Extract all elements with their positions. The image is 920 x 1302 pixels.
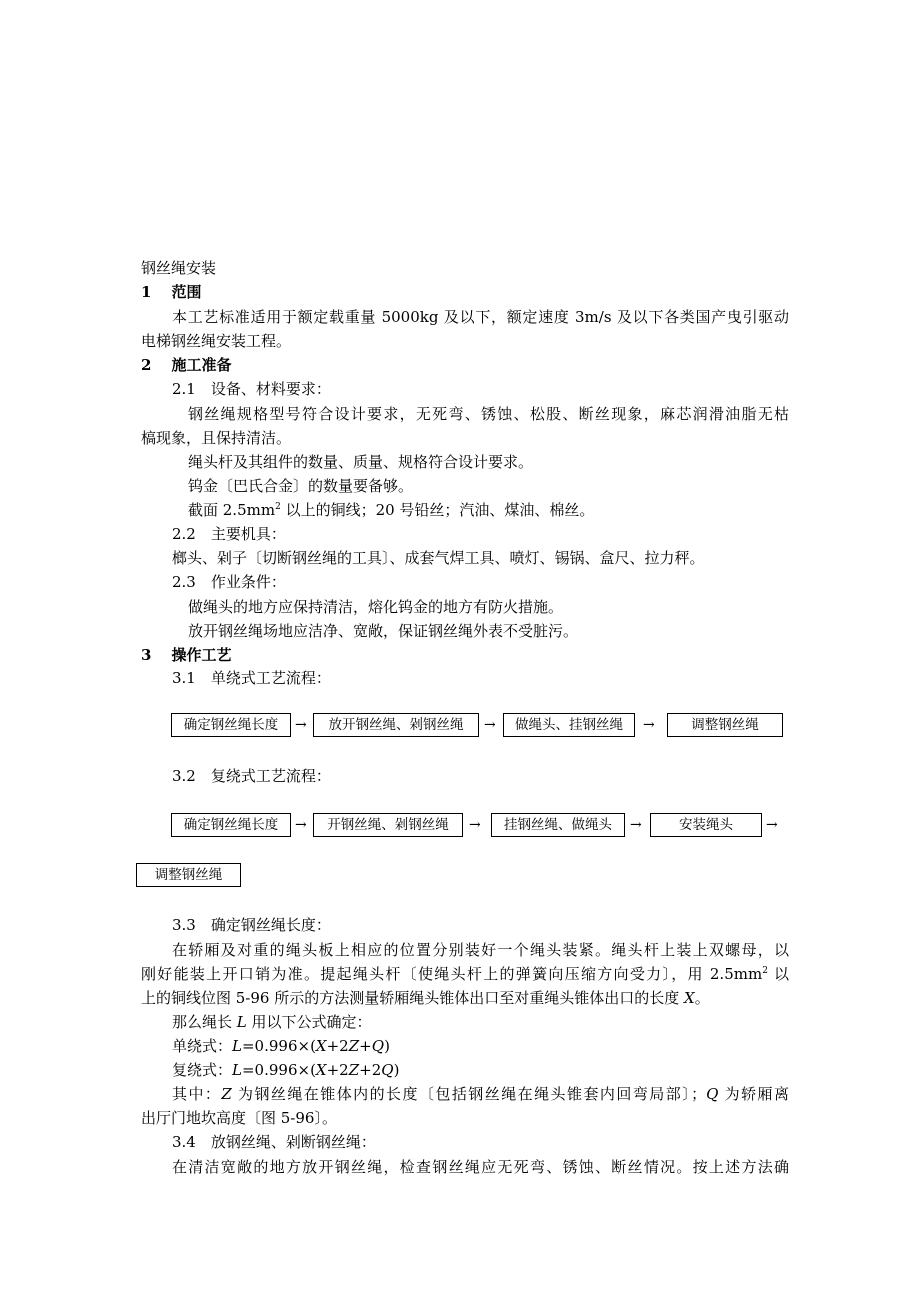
flow-step: 放开钢丝绳、剁钢丝绳 [313, 713, 479, 737]
subsection-3-2-label: 3.2 复绕式工艺流程： [172, 767, 331, 785]
section-2-heading [141, 353, 231, 377]
subsection-3-3-label: 3.3 确定钢丝绳长度： [172, 916, 331, 934]
length-paragraph-line1: 在轿厢及对重的绳头板上相应的位置分别装好一个绳头装紧。绳头杆上装上双螺母，以 [172, 941, 789, 959]
conditions-line1: 做绳头的地方应保持清洁，熔化钨金的地方有防火措施。 [188, 598, 564, 616]
formula-multi-wrap: 复绕式：L=0.996×(X+2Z+2Q) [172, 1061, 400, 1079]
flow-arrow: → [295, 817, 307, 833]
flow-step: 调整钢丝绳 [667, 713, 783, 737]
materials-line5: 截面 $2.5mm^2$ 以上的铜线；20 号铅丝；汽油、煤油、棉丝。 [188, 501, 595, 519]
subsection-3-1-label: 3.1 单绕式工艺流程： [172, 669, 331, 687]
section-number: 1 [141, 283, 152, 301]
flow-step: 确定钢丝绳长度 [171, 813, 291, 837]
conditions-line2: 放开钢丝绳场地应洁净、宽敞，保证钢丝绳外表不受脏污。 [188, 622, 579, 640]
subsection-2-1-label: 2.1 设备、材料要求： [172, 380, 331, 398]
subsection-2-3-label: 2.3 作业条件： [172, 573, 286, 591]
flow-arrow: → [295, 717, 307, 733]
materials-line4: 钨金〔巴氏合金〕的数量要备够。 [188, 477, 414, 495]
formula-intro: 那么绳长 L 用以下公式确定： [172, 1013, 372, 1031]
section-number: 3 [141, 646, 152, 664]
materials-line3: 绳头杆及其组件的数量、质量、规格符合设计要求。 [188, 453, 534, 471]
flow-step: 调整钢丝绳 [136, 863, 241, 887]
section-title: 范围 [171, 283, 202, 301]
flow-step: 做绳头、挂钢丝绳 [503, 713, 635, 737]
subsection-2-2-label: 2.2 主要机具： [172, 525, 286, 543]
cutting-paragraph-line1: 在清洁宽敞的地方放开钢丝绳，检查钢丝绳应无死弯、锈蚀、断丝情况。按上述方法确 [172, 1158, 789, 1176]
section-title: 施工准备 [171, 356, 232, 374]
flow-step: 开钢丝绳、剁钢丝绳 [313, 813, 463, 837]
flow-step: 安装绳头 [650, 813, 762, 837]
subsection-3-4-label: 3.4 放钢丝绳、剁断钢丝绳： [172, 1133, 376, 1151]
flow-arrow: → [643, 717, 655, 733]
section-title: 操作工艺 [171, 646, 232, 664]
variables-line1: 其中：Z 为钢丝绳在锥体内的长度〔包括钢丝绳在绳头锥套内回弯局部〕；Q 为轿厢离 [172, 1085, 789, 1103]
flow-arrow: → [630, 817, 642, 833]
flow-arrow: → [484, 717, 496, 733]
materials-line2: 槁现象，且保持清洁。 [141, 429, 292, 447]
materials-line1: 钢丝绳规格型号符合设计要求，无死弯、锈蚀、松股、断丝现象，麻芯润滑油脂无枯 [188, 405, 789, 423]
flow-step: 确定钢丝绳长度 [171, 713, 291, 737]
formula-single-wrap: 单绕式：L=0.996×(X+2Z+Q) [172, 1037, 390, 1055]
section-number: 2 [141, 356, 152, 374]
section-1-heading [141, 280, 201, 304]
scope-paragraph-line1: 本工艺标准适用于额定载重量 5000kg 及以下，额定速度 3m/s 及以下各类国产曳引驱动 [172, 308, 789, 326]
doc-title: 钢丝绳安装 [141, 259, 217, 277]
scope-paragraph-line2: 电梯钢丝绳安装工程。 [141, 332, 292, 350]
flow-step: 挂钢丝绳、做绳头 [491, 813, 625, 837]
length-paragraph-line2: 刚好能装上开口销为准。提起绳头杆〔使绳头杆上的弹簧向压缩方向受力〕，用 $2.5mm^2$ 以 [141, 965, 789, 983]
variables-line2: 出厅门地坎高度〔图 5-96〕。 [141, 1109, 337, 1127]
tools-line: 榔头、剁子〔切断钢丝绳的工具〕、成套气焊工具、喷灯、锡锅、盒尺、拉力秤。 [172, 549, 705, 567]
flow-arrow: → [766, 817, 778, 833]
flow-arrow: → [469, 817, 481, 833]
section-3-heading [141, 643, 231, 667]
length-paragraph-line3: 上的铜线位图 5-96 所示的方法测量轿厢绳头锥体出口至对重绳头锥体出口的长度 X。 [141, 989, 710, 1007]
